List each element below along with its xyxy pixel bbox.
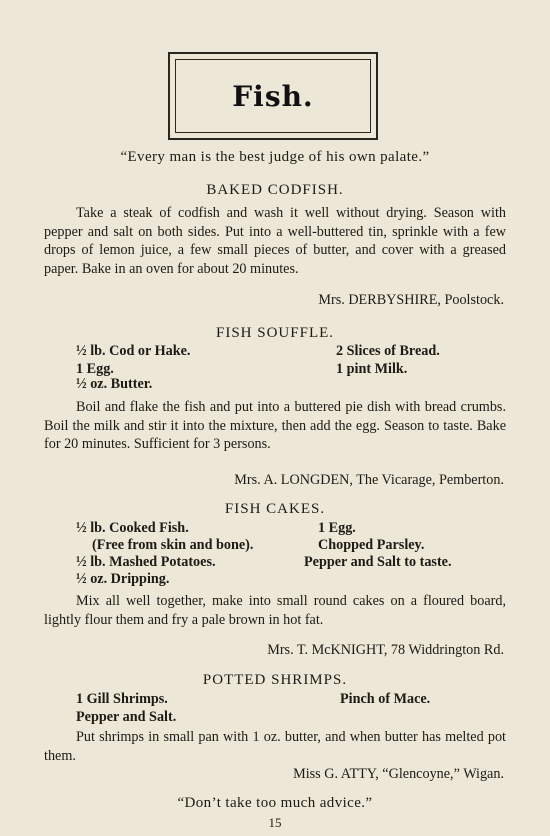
ingredient-item: ½ oz. Butter. <box>76 376 153 392</box>
ingredient-item: Pinch of Mace. <box>340 691 431 707</box>
ingredient-item: 1 Egg. <box>76 361 114 377</box>
ingredient-item: (Free from skin and bone). <box>92 537 254 553</box>
title-frame <box>168 52 378 140</box>
ingredient-item: ½ lb. Mashed Potatoes. <box>76 554 216 570</box>
motto-top: “Every man is the best judge of his own palate.” <box>120 149 430 165</box>
recipe-author-baked-codfish: Mrs. DERBYSHIRE, Poolstock. <box>318 292 504 308</box>
ingredient-item: ½ lb. Cooked Fish. <box>76 520 189 536</box>
page-number: 15 <box>268 815 282 830</box>
ingredient-item: Pepper and Salt to taste. <box>304 554 452 570</box>
ingredient-item: 1 Gill Shrimps. <box>76 691 168 707</box>
title-frame-inner <box>175 59 371 133</box>
recipe-method-fish-cakes: Mix all well together, make into small round cakes on a floured board, lightly flour them and fry a pale brown in hot fat. <box>44 593 506 628</box>
recipe-author-fish-souffle: Mrs. A. LONGDEN, The Vicarage, Pemberton. <box>234 472 504 488</box>
ingredient-item: 1 Egg. <box>318 520 356 536</box>
ingredient-item: ½ lb. Cod or Hake. <box>76 343 191 359</box>
ingredient-item: ½ oz. Dripping. <box>76 571 170 587</box>
recipe-heading-potted-shrimps: POTTED SHRIMPS. <box>202 672 348 688</box>
ingredient-item: Chopped Parsley. <box>318 537 425 553</box>
recipe-heading-fish-souffle: FISH SOUFFLE. <box>215 325 335 341</box>
motto-bottom: “Don’t take too much advice.” <box>177 795 373 811</box>
recipe-heading-fish-cakes: FISH CAKES. <box>224 501 326 517</box>
ingredient-item: Pepper and Salt. <box>76 709 177 725</box>
recipe-heading-baked-codfish: BAKED CODFISH. <box>206 182 344 198</box>
ingredient-item: 2 Slices of Bread. <box>336 343 440 359</box>
recipe-author-fish-cakes: Mrs. T. McKNIGHT, 78 Widdrington Rd. <box>267 642 504 658</box>
ingredient-item: 1 pint Milk. <box>336 361 408 377</box>
recipe-method-baked-codfish: Take a steak of codfish and wash it well without drying. Season with pepper and salt on both sides. Put into a well-buttered tin, sprinkle with a few drops of lemon juice, a few small pieces of butter, and cover with a greased paper. Bake in an oven for about 20 minutes. <box>44 205 506 277</box>
recipe-author-potted-shrimps: Miss G. ATTY, “Glencoyne,” Wigan. <box>293 766 504 782</box>
recipe-method-potted-shrimps: Put shrimps in small pan with 1 oz. butter, and when butter has melted pot them. <box>44 729 506 764</box>
recipe-method-fish-souffle: Boil and flake the fish and put into a buttered pie dish with bread crumbs. Boil the milk and stir it into the mixture, then add the egg. Season to taste. Bake for 20 minutes. Sufficient for 3 persons. <box>44 399 506 453</box>
page-title: Fish. <box>232 79 314 113</box>
